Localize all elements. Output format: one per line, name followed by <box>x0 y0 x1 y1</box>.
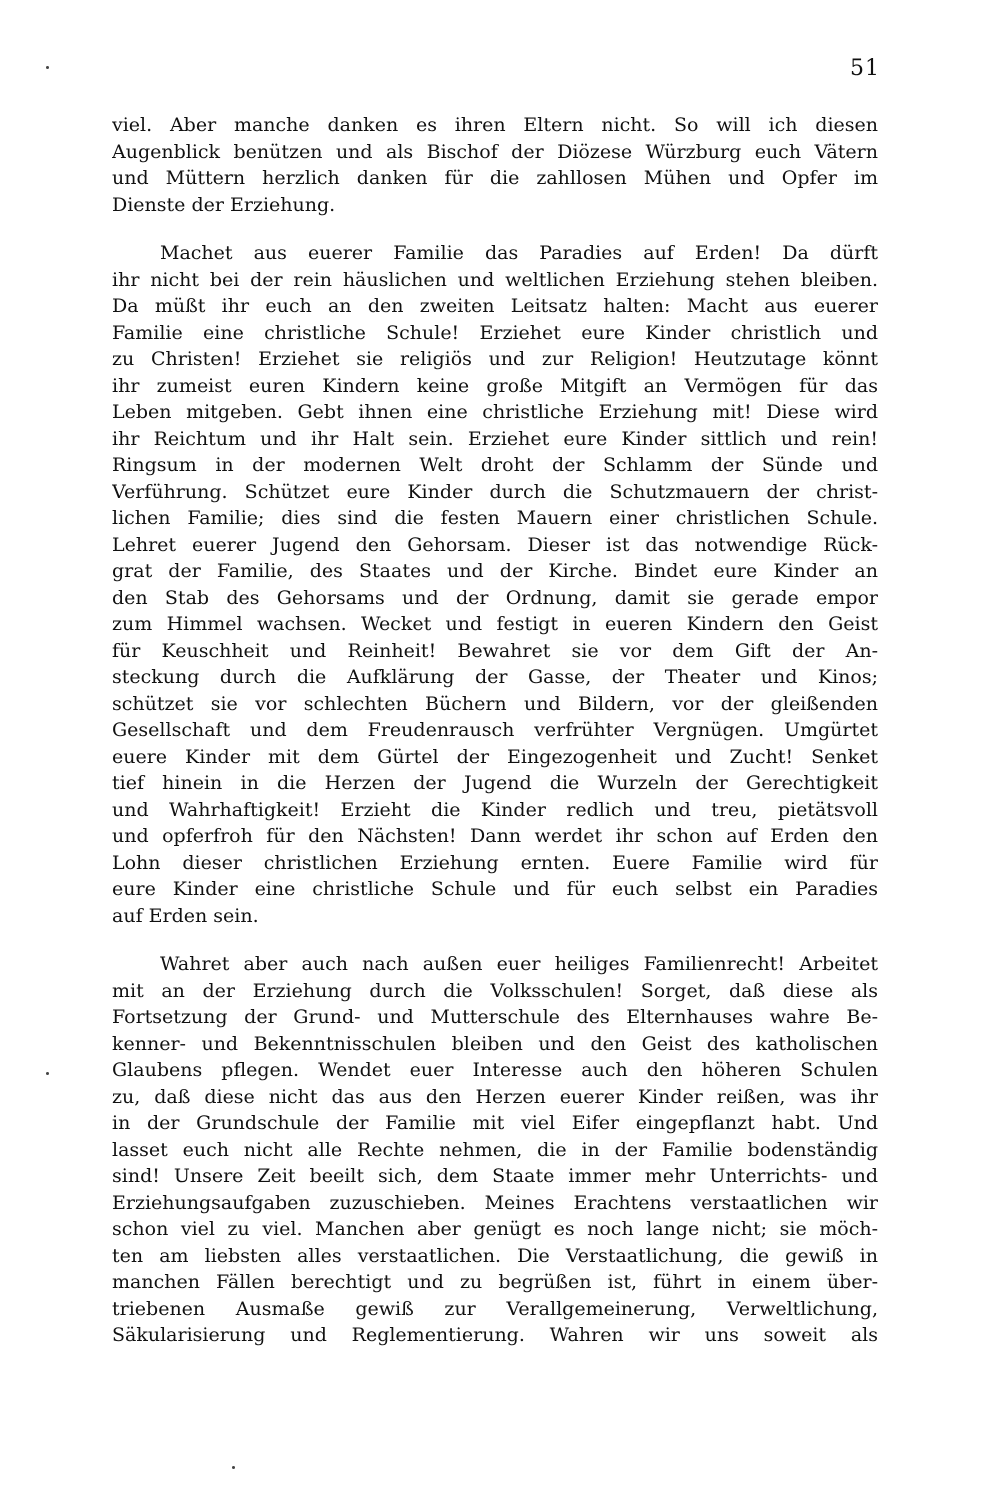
text-line: Erziehungsaufgaben zuzuschieben. Meines Erachtens verstaatlichen wir <box>112 1191 878 1214</box>
scan-speck <box>46 66 49 69</box>
page-number: 51 <box>850 56 880 81</box>
text-line: den Stab des Gehorsams und der Ordnung, damit sie gerade empor <box>112 586 878 609</box>
text-line: triebenen Ausmaße gewiß zur Verallgemeinerung, Verweltlichung, <box>112 1297 878 1320</box>
text-line: mit an der Erziehung durch die Volksschulen! Sorget, daß diese als <box>112 979 878 1002</box>
text-line: viel. Aber manche danken es ihren Eltern nicht. So will ich diesen <box>112 114 878 136</box>
text-line: schon viel zu viel. Manchen aber genügt es noch lange nicht; sie möch- <box>112 1218 878 1240</box>
text-line: eure Kinder eine christliche Schule und für euch selbst ein Paradies <box>112 878 878 900</box>
text-line: tief hinein in die Herzen der Jugend die Wurzeln der Gerechtigkeit <box>112 772 878 794</box>
text-line: für Keuschheit und Reinheit! Bewahret sie vor dem Gift der An- <box>112 639 878 662</box>
text-line: Verführung. Schützet eure Kinder durch die Schutzmauern der christ- <box>112 480 878 503</box>
text-line: Fortsetzung der Grund- und Mutterschule des Elternhauses wahre Be- <box>112 1006 878 1028</box>
text-line: zu Christen! Erziehet sie religiös und zur Religion! Heutzutage könnt <box>112 348 878 370</box>
text-line: Glaubens pflegen. Wendet euer Interesse auch den höheren Schulen <box>112 1059 878 1081</box>
scan-speck <box>232 1466 235 1469</box>
paragraph-3 <box>112 951 878 1349</box>
text-line: Leben mitgeben. Gebt ihnen eine christliche Erziehung mit! Diese wird <box>112 401 878 423</box>
text-line: ihr Reichtum und ihr Halt sein. Erziehet eure Kinder sittlich und rein! <box>112 427 878 450</box>
paragraph-2 <box>112 240 878 929</box>
text-line: lichen Familie; dies sind die festen Mauern einer christlichen Schule. <box>112 507 878 529</box>
text-line: zum Himmel wachsen. Wecket und festigt in eueren Kindern den Geist <box>112 613 878 635</box>
text-line: Dienste der Erziehung. <box>112 193 336 216</box>
text-line: schützet sie vor schlechten Büchern und Bildern, vor der gleißenden <box>112 692 878 715</box>
text-line: in der Grundschule der Familie mit viel Eifer eingepflanzt habt. Und <box>112 1112 878 1134</box>
text-line: steckung durch die Aufklärung der Gasse, der Theater und Kinos; <box>112 666 878 688</box>
text-line: ihr zumeist euren Kindern keine große Mitgift an Vermögen für das <box>112 374 878 397</box>
text-line: auf Erden sein. <box>112 904 259 927</box>
text-line: Ringsum in der modernen Welt droht der Schlamm der Sünde und <box>112 454 878 476</box>
text-line: euere Kinder mit dem Gürtel der Eingezogenheit und Zucht! Senket <box>112 745 878 768</box>
text-line: Lohn dieser christlichen Erziehung ernten. Euere Familie wird für <box>112 851 878 874</box>
scan-speck <box>46 1072 49 1075</box>
text-line: ten am liebsten alles verstaatlichen. Die Verstaatlichung, die gewiß in <box>112 1244 878 1267</box>
text-line: ihr nicht bei der rein häuslichen und weltlichen Erziehung stehen bleiben. <box>112 268 878 291</box>
text-line: lasset euch nicht alle Rechte nehmen, die in der Familie bodenständig <box>112 1138 878 1161</box>
text-line: zu, daß diese nicht das aus den Herzen euerer Kinder reißen, was ihr <box>112 1085 878 1108</box>
text-line: und Wahrhaftigkeit! Erzieht die Kinder redlich und treu, pietätsvoll <box>112 798 878 821</box>
body-text <box>112 112 878 1349</box>
text-line: und opferfroh für den Nächsten! Dann werdet ihr schon auf Erden den <box>112 825 878 847</box>
text-line: sind! Unsere Zeit beeilt sich, dem Staate immer mehr Unterrichts- und <box>112 1165 878 1187</box>
paragraph-1 <box>112 112 878 218</box>
text-line: kenner- und Bekenntnisschulen bleiben und den Geist des katholischen <box>112 1032 878 1055</box>
text-line: Augenblick benützen und als Bischof der Diözese Würzburg euch Vätern <box>112 140 878 163</box>
text-line: Säkularisierung und Reglementierung. Wahren wir uns soweit als <box>112 1324 878 1346</box>
text-line: grat der Familie, des Staates und der Kirche. Bindet eure Kinder an <box>112 560 878 582</box>
text-line: manchen Fällen berechtigt und zu begrüßen ist, führt in einem über- <box>112 1271 878 1293</box>
text-line: Lehret euerer Jugend den Gehorsam. Dieser ist das notwendige Rück- <box>112 533 878 556</box>
text-line: Familie eine christliche Schule! Erziehet eure Kinder christlich und <box>112 321 878 344</box>
text-line: und Müttern herzlich danken für die zahllosen Mühen und Opfer im <box>112 167 878 189</box>
text-line: Da müßt ihr euch an den zweiten Leitsatz halten: Macht aus euerer <box>112 295 878 317</box>
text-line: Wahret aber auch nach außen euer heiliges Familienrecht! Arbeitet <box>160 953 878 975</box>
text-line: Gesellschaft und dem Freudenrausch verfrühter Vergnügen. Umgürtet <box>112 719 878 741</box>
text-line: Machet aus euerer Familie das Paradies auf Erden! Da dürft <box>160 242 878 264</box>
